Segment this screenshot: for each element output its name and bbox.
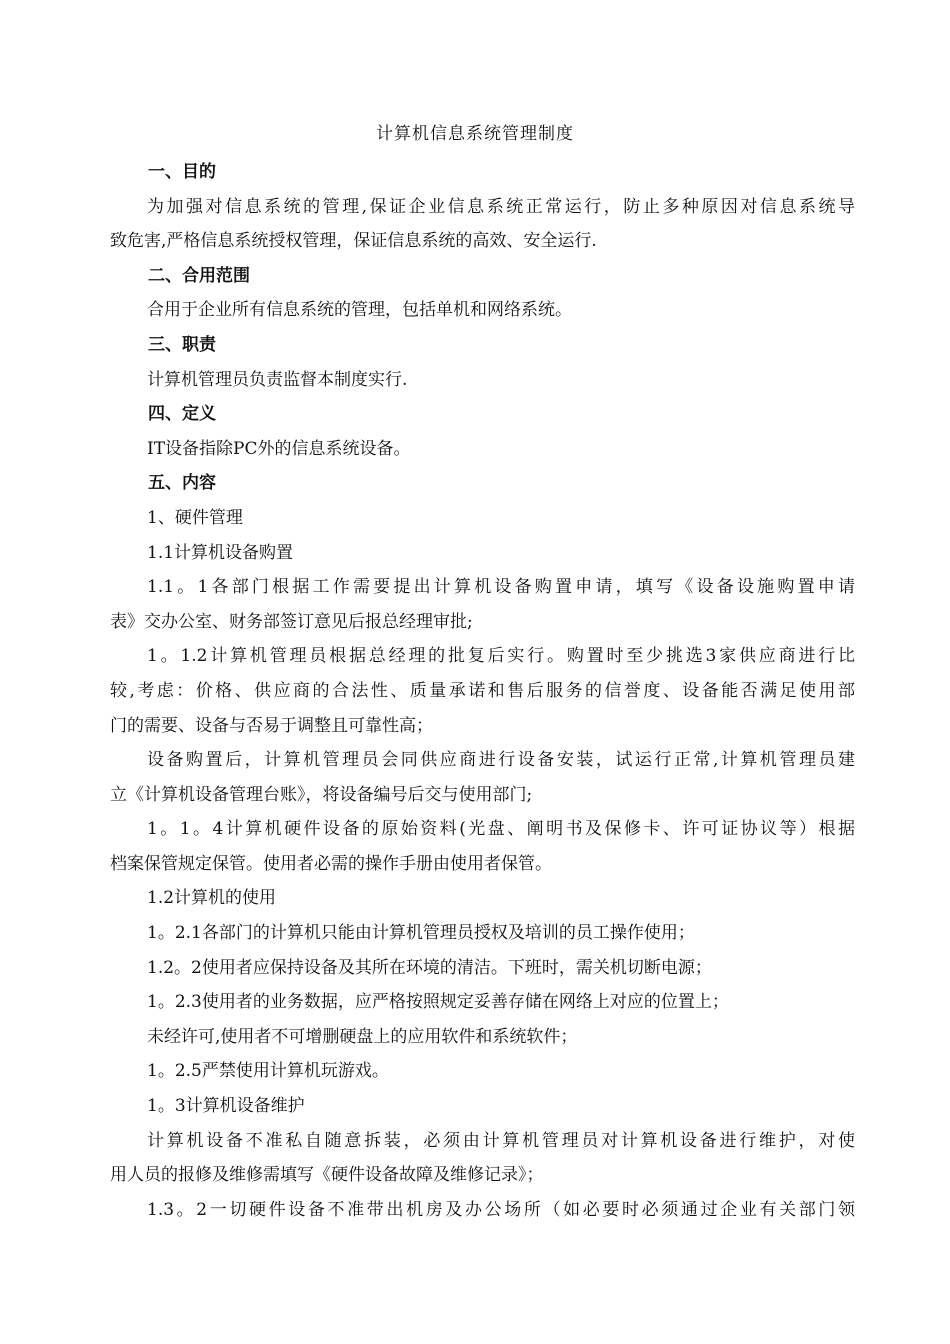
paragraph-line: 未经许可,使用者不可增删硬盘上的应用软件和系统软件； [147, 1026, 578, 1047]
section-heading: 一、目的 [148, 162, 216, 182]
paragraph-continuation: 立《计算机设备管理台账》，将设备编号后交与使用部门; [110, 784, 533, 805]
paragraph-line: 1。2.5严禁使用计算机玩游戏。 [147, 1061, 389, 1082]
paragraph-line: IT设备指除PC外的信息系统设备。 [147, 438, 411, 459]
section-heading: 四、定义 [148, 404, 216, 425]
section-heading: 二、合用范围 [148, 265, 250, 286]
section-heading: 五、内容 [148, 473, 216, 494]
paragraph-continuation: 门的需要、设备与否易于调整且可靠性高； [110, 715, 433, 736]
paragraph-line: 1。2.1各部门的计算机只能由计算机管理员授权及培训的员工操作使用； [147, 923, 695, 944]
section-heading: 三、职责 [148, 334, 216, 355]
paragraph-continuation: 致危害,严格信息系统授权管理，保证信息系统的高效、安全运行. [110, 231, 597, 252]
document-body [110, 155, 855, 1227]
paragraph-line: 合用于企业所有信息系统的管理，包括单机和网络系统。 [147, 300, 572, 321]
paragraph-line: 1。2.3使用者的业务数据，应严格按照规定妥善存储在网络上对应的位置上； [147, 992, 729, 1013]
paragraph-line: 1、硬件管理 [147, 507, 243, 528]
paragraph-line: 1。1。4计算机硬件设备的原始资料(光盘、阐明书及保修卡、许可证协议等）根据 [147, 819, 855, 840]
paragraph-line: 计算机设备不准私自随意拆装，必须由计算机管理员对计算机设备进行维护，对使 [147, 1130, 855, 1151]
paragraph-line: 1.2。2使用者应保持设备及其所在环境的清洁。下班时，需关机切断电源； [147, 957, 712, 978]
paragraph-continuation: 用人员的报修及维修需填写《硬件设备故障及维修记录》； [110, 1165, 544, 1186]
document-title: 计算机信息系统管理制度 [376, 124, 574, 144]
paragraph-line: 1.3。2一切硬件设备不准带出机房及办公场所（如必要时必须通过企业有关部门领 [147, 1199, 855, 1220]
paragraph-line: 1.1。1各部门根据工作需要提出计算机设备购置申请，填写《设备设施购置申请 [147, 577, 855, 598]
paragraph-line: 1.1计算机设备购置 [147, 542, 294, 563]
paragraph-continuation: 表》交办公室、财务部签订意见后报总经理审批; [110, 611, 473, 632]
paragraph-line: 设备购置后，计算机管理员会同供应商进行设备安装，试运行正常,计算机管理员建 [147, 750, 855, 771]
paragraph-line: 为加强对信息系统的管理,保证企业信息系统正常运行，防止多种原因对信息系统导 [147, 196, 855, 217]
paragraph-line: 1。3计算机设备维护 [147, 1096, 305, 1117]
paragraph-line: 1.2计算机的使用 [147, 888, 277, 909]
paragraph-continuation: 较,考虑：价格、供应商的合法性、质量承诺和售后服务的信誉度、设备能否满足使用部 [110, 680, 855, 701]
paragraph-line: 计算机管理员负责监督本制度实行. [147, 369, 408, 390]
paragraph-continuation: 档案保管规定保管。使用者必需的操作手册由使用者保管。 [110, 853, 552, 874]
paragraph-line: 1。1.2计算机管理员根据总经理的批复后实行。购置时至少挑选3家供应商进行比 [147, 646, 855, 667]
